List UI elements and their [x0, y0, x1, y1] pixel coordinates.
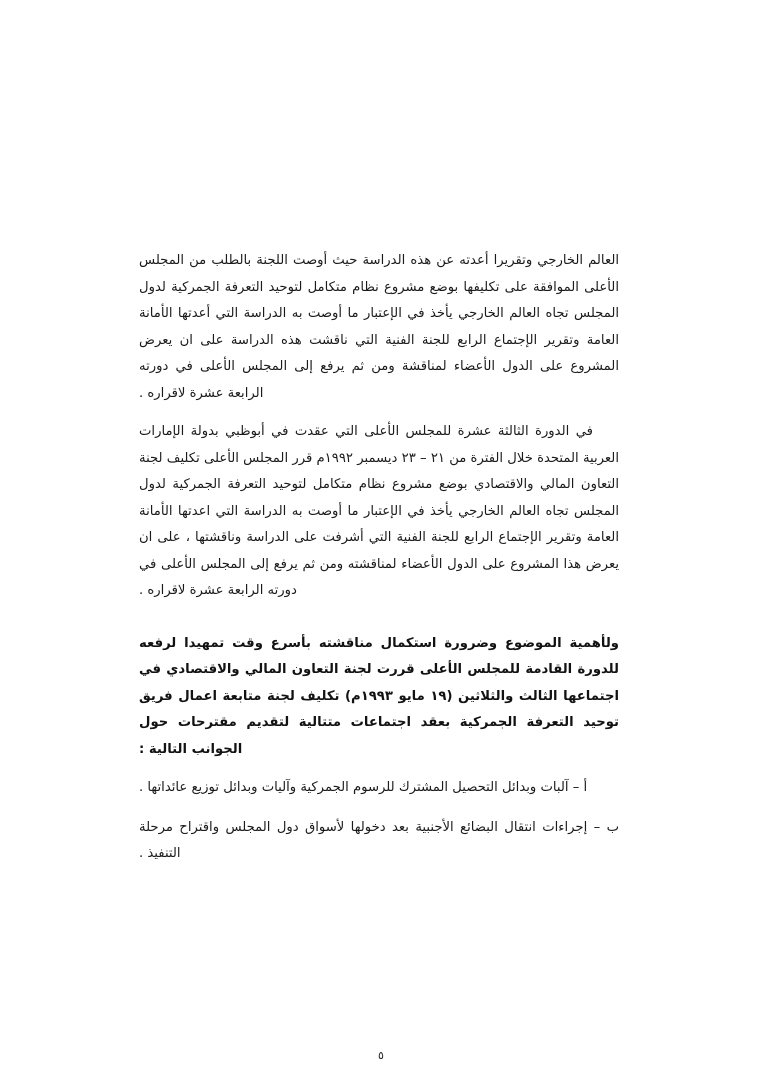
paragraph-1: العالم الخارجي وتقريرا أعدته عن هذه الدراسة حيث أوصت اللجنة بالطلب من المجلس الأعلى الموافقة على تكليفها بوضع مشروع نظام متكامل لتوحيد التعرفة الجمركية لدول المجلس تجاه العالم الخارجي يأخذ في الإعتبار ما أوصت به الدراسة التي أعدتها الأمانة العامة وتقرير الإجتماع الرابع للجنة الفنية التي ناقشت هذه الدراسة على ان يعرض المشروع على الدول الأعضاء لمناقشة ومن ثم يرفع إلى المجلس الأعلى في دورته الرابعة عشرة لاقراره .: [139, 253, 619, 401]
page-number: ٥: [378, 1049, 384, 1062]
list-item: ب – إجراءات انتقال البضائع الأجنبية بعد دخولها لأسواق دول المجلس واقتراح مرحلة التنفيذ .: [139, 819, 619, 862]
paragraph-3: ولأهمية الموضوع وضرورة استكمال مناقشته بأسرع وقت تمهيدا لرفعه للدورة القادمة للمجلس الأعلى قررت لجنة التعاون المالي والاقتصادي في اجتماعها الثالث والثلاثين (١٩ مايو ١٩٩٣م) تكليف لجنة متابعة اعمال فريق توحيد التعرفة الجمركية بعقد اجتماعات متتالية لتقديم مقترحات حول الجوانب التالية :: [139, 635, 619, 757]
document-body: [139, 248, 619, 881]
list-item: أ – آلبات وبدائل التحصيل المشترك للرسوم الجمركية وآليات وبدائل توزيع عائداتها .: [139, 780, 588, 795]
paragraph-2: في الدورة الثالثة عشرة للمجلس الأعلى التي عقدت في أبوظبي بدولة الإمارات العربية المتحدة خلال الفترة من ٢١ – ٢٣ ديسمبر ١٩٩٢م قرر المجلس الأعلى تكليف لجنة التعاون المالي والاقتصادي بوضع مشروع نظام متكامل لتوحيد التعرفة الجمركية لدول المجلس تجاه العالم الخارجي يأخذ في الإعتبار ما أوصت به الدراسة التي اعدتها الأمانة العامة وتقرير الإجتماع الرابع للجنة الفنية التي أشرفت على الدراسة وناقشتها ، على ان يعرض هذا المشروع على الدول الأعضاء لمناقشته ومن ثم يرفع إلى المجلس الأعلى في دورته الرابعة عشرة لاقراره .: [139, 424, 619, 598]
